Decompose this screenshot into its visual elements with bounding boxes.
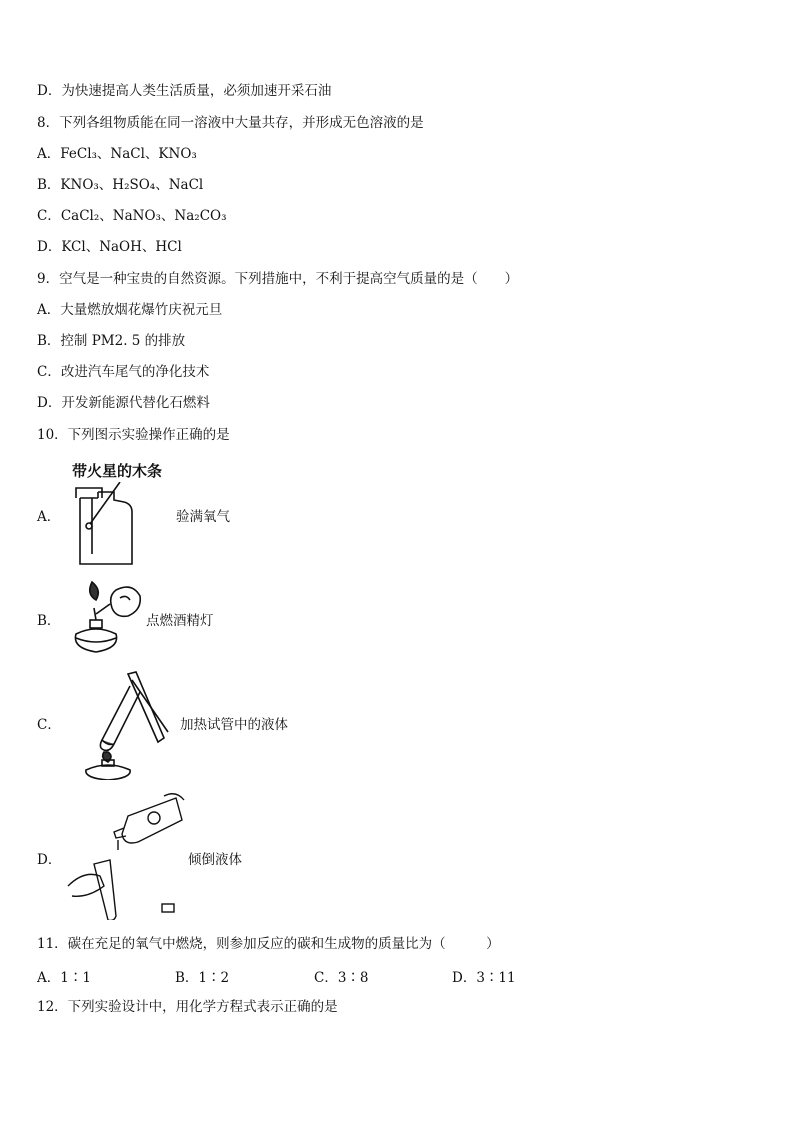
q8-stem: 8．下列各组物质能在同一溶液中大量共存，并形成无色溶液的是 (37, 115, 424, 131)
q11-stem: 11．碳在充足的氧气中燃烧，则参加反应的碳和生成物的质量比为（ ） (37, 936, 500, 952)
q8-option-c: C．CaCl₂、NaNO₃、Na₂CO₃ (37, 208, 227, 224)
q10-stem: 10．下列图示实验操作正确的是 (37, 427, 230, 443)
pouring-liquid-figure (64, 790, 188, 920)
q10-option-d-label: D． (37, 852, 62, 868)
q8-option-b: B．KNO₃、H₂SO₄、NaCl (37, 177, 204, 193)
q9-option-c: C．改进汽车尾气的净化技术 (37, 364, 210, 380)
q8-option-d: D．KCl、NaOH、HCl (37, 239, 182, 255)
q10-option-a-caption: 验满氧气 (176, 509, 230, 525)
alcohol-lamp-lighting-figure (66, 574, 146, 658)
q10-option-b-label: B． (37, 613, 61, 629)
q11-option-a: A．1∶1 (37, 970, 91, 986)
q12-stem: 12．下列实验设计中，用化学方程式表示正确的是 (37, 999, 338, 1015)
q9-option-d: D．开发新能源代替化石燃料 (37, 395, 210, 411)
q11-options (37, 966, 557, 984)
q10-option-c-caption: 加热试管中的液体 (180, 717, 288, 733)
q10-option-c-label: C． (37, 717, 61, 733)
q8-option-a: A．FeCl₃、NaCl、KNO₃ (37, 146, 197, 162)
q11-option-b: B．1∶2 (175, 970, 230, 986)
q9-option-a: A．大量燃放烟花爆竹庆祝元旦 (37, 302, 223, 318)
q10-option-a-figure-title: 带火星的木条 (72, 462, 163, 480)
q11-option-c: C．3∶8 (314, 970, 369, 986)
q10-option-b-caption: 点燃酒精灯 (146, 613, 214, 629)
q10-option-d-caption: 倾倒液体 (188, 852, 242, 868)
heating-test-tube-figure (64, 668, 180, 780)
gas-bottle-figure (70, 482, 140, 568)
q9-stem: 9．空气是一种宝贵的自然资源。下列措施中，不利于提高空气质量的是（ ） (37, 271, 519, 287)
q9-option-b: B．控制 PM2. 5 的排放 (37, 333, 186, 349)
q11-option-d: D．3∶11 (452, 970, 516, 986)
q10-option-a-label: A． (37, 509, 61, 525)
q7-option-d: D．为快速提高人类生活质量，必须加速开采石油 (37, 83, 332, 99)
